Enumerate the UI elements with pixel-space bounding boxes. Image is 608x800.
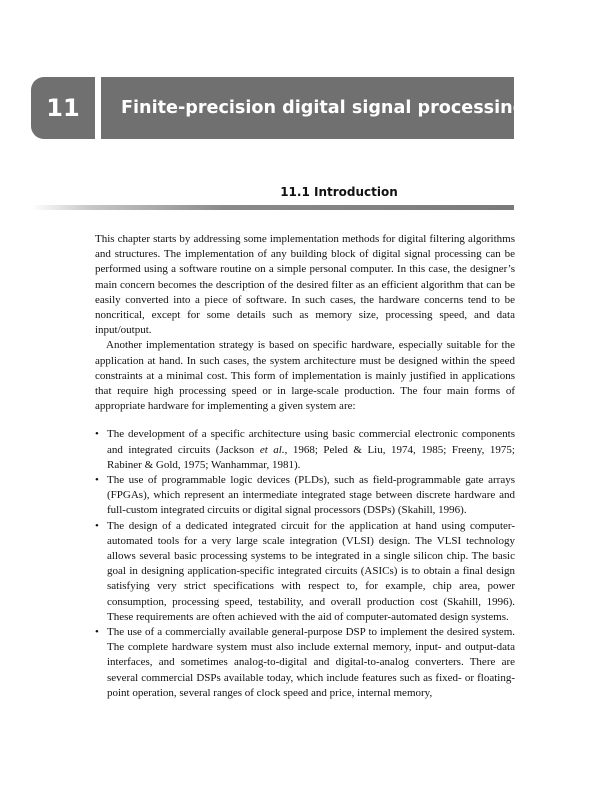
list-item	[95, 625, 515, 701]
list-item-text: The design of a dedicated integrated circuit for the application at hand using computer-automated tools for a very large scale integration (VLSI) design. The VLSI technology allows several basic processing systems to be integrated in a single silicon chip. The basic goal in designing application-specific integrated circuits (ASICs) is to obtain a final design satisfying very strict specifications with respect to, for example, chip area, power consumption, processing speed, testability, and overall production cost (Skahill, 1996). These requirements are often achieved with the aid of computer-automated design systems.	[107, 519, 515, 623]
bullet-list	[95, 427, 515, 701]
paragraph: This chapter starts by addressing some implementation methods for digital filtering algorithms and structures. The implementation of any building block of digital signal processing can be performed using a software routine on a simple personal computer. In this case, the designer’s main concern becomes the description of the desired filter as an efficient algorithm that can be easily converted into a piece of software. In such cases, the hardware concerns tend to be noncritical, except for some details such as memory size, processing speed, and data input/output.	[95, 233, 515, 337]
list-item	[95, 519, 515, 625]
bullet-icon: •	[95, 474, 99, 487]
list-item	[95, 427, 515, 473]
list-item-text: The use of a commercially available general-purpose DSP to implement the desired system. The complete hardware system must also include external memory, input- and output-data interfaces, and sometimes analog-to-digital and digital-to-analog converters. There are several commercial DSPs available today, which include features such as fixed- or floating-point operation, several ranges of clock speed and price, internal memory,	[107, 626, 515, 699]
section-rule	[31, 205, 514, 210]
chapter-number: 11	[46, 94, 80, 122]
list-item	[95, 473, 515, 519]
chapter-banner	[31, 77, 526, 139]
list-item-text: The use of programmable logic devices (PLDs), such as field-programmable gate arrays (FPGAs), which represent an intermediate integrated stage between discrete hardware and full-custom integrated circuits or digital signal processors (DSPs) (Skahill, 1996).	[107, 474, 515, 517]
chapter-title: Finite-precision digital signal processing	[121, 98, 526, 118]
section-title: 11.1 Introduction	[280, 185, 398, 199]
list-item-italic: et al.	[259, 443, 285, 456]
bullet-icon: •	[95, 428, 99, 441]
body-text	[95, 232, 515, 701]
list-item-text: The development of a specific architecture using basic commercial electronic components and integrated circuits (Jackson	[107, 428, 515, 456]
list-item-text-end: , 1968; Peled & Liu, 1974, 1985; Freeny, 1975; Rabiner & Gold, 1975; Wanhammar, 1981).	[107, 443, 515, 471]
chapter-divider	[95, 77, 101, 139]
bullet-icon: •	[95, 519, 99, 532]
paragraph: Another implementation strategy is based on specific hardware, especially suitable for the application at hand. In such cases, the system architecture must be designed within the speed constraints at a minimal cost. This form of implementation is mainly justified in applications that require high processing speed or in large-scale production. The four main forms of appropriate hardware for implementing a given system are:	[95, 339, 515, 413]
bullet-icon: •	[95, 626, 99, 639]
